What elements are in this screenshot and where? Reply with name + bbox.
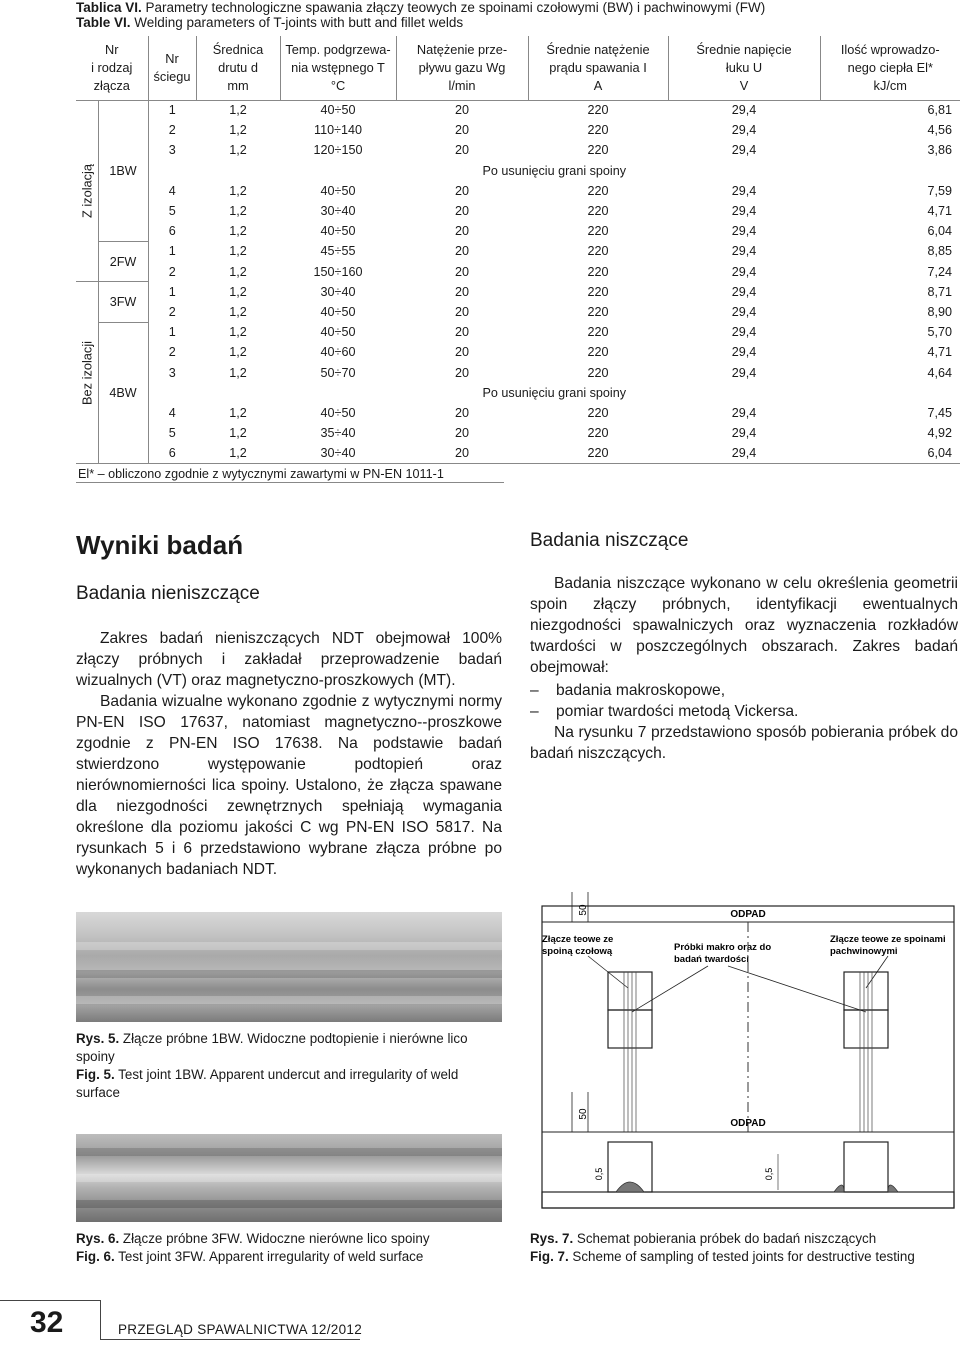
table-row: 5 1,2 35÷40 20 220 29,4 4,92: [168, 426, 953, 441]
joint-1bw: 1BW: [98, 100, 148, 241]
ndt-paragraphs: Zakres badań nieniszczących NDT obejmował 100% złączy próbnych i zakładał przeprowadzenie badań wizualnych (VT) oraz magnetyczno-proszkowych (MT). Badania wizualne wykonano zgodnie z wytycznymi normy PN-EN ISO 17637, natomiast magnetyczno--proszkowe zgodnie z PN-EN ISO 17638. Na podstawie badań stwierdzono występowanie podtopień oraz nierównomierności lica spoiny. Ustalono, że złącza spawane dla niezgodności zewnętrznych spełniają wymagania określone dla poziomu jakości C wg PN-EN ISO 5817. Na rysunkach 5 i 6 przedstawiono wybrane złącza próbne po wykonanych badaniach NDT.: [76, 630, 502, 878]
sampling-scheme-diagram: [528, 892, 960, 1228]
table-row: 3 1,2 50÷70 20 220 29,4 4,64: [168, 365, 953, 380]
header-gas: Natężenie prze- pływu gazu Wg l/min: [396, 36, 528, 100]
label-fillet-joint-2: pachwinowymi: [830, 946, 898, 957]
journal-name: PRZEGLĄD SPAWALNICTWA 12/2012: [118, 1322, 363, 1337]
label-dim-05-left: 0,5: [594, 1167, 604, 1181]
table-footnote-row: El* – obliczono zgodnie z wytycznymi zawartymi w PN-EN 1011-1: [76, 463, 960, 483]
joint-2fw: 2FW: [98, 241, 148, 281]
destructive-subheading: Badania niszczące: [530, 530, 689, 551]
sampling-scheme-svg: [528, 892, 960, 1228]
results-heading: Wyniki badań: [76, 530, 244, 560]
table-row: Z izolacją 1BW 1 1,2 40÷50 20 220 29,4 6,81: [76, 100, 960, 120]
table-row: 3 1,2 120÷150 20 220 29,4 3,86: [168, 143, 953, 158]
label-macro-2: badań twardości: [674, 954, 749, 965]
destructive-paragraph-1: Badania niszczące wykonano w celu określenia geometrii spoin złączy próbnych, identyfikacji ewentualnych niezgodności spawalniczych oraz wyznaczenia rozkładów twardości w poszczególnych obszarach. Zakres badań obejmował:: [530, 575, 958, 676]
header-current: Średnie natężenie prądu spawania I A: [528, 36, 668, 100]
label-odpad-bottom: ODPAD: [730, 1118, 766, 1129]
group-without-insulation: Bez izolacji: [76, 282, 98, 464]
table-row: 4BW 1 1,2 40÷50 20 220 29,4 5,70: [76, 322, 960, 342]
table-row: 2 1,2 110÷140 20 220 29,4 4,56: [168, 123, 953, 138]
label-fillet-joint-1: Złącze teowe ze spoinami: [830, 934, 946, 945]
table-row: 4 1,2 40÷50 20 220 29,4 7,45: [168, 405, 953, 420]
figure-5-caption: Rys. 5. Złącze próbne 1BW. Widoczne podtopienie i nierówne lico spoiny Fig. 5. Test joint 1BW. Apparent undercut and irregularity of weld surface: [76, 1031, 468, 1100]
welding-parameters-table: [76, 36, 960, 483]
table-row: 2 1,2 40÷60 20 220 29,4 4,71: [168, 345, 953, 360]
list-item: – badania makroskopowe,: [530, 680, 798, 701]
page-number: 32: [30, 1306, 64, 1339]
table-row: Bez izolacji 3FW 1 1,2 30÷40 20 220 29,4 8,71: [76, 282, 960, 302]
label-dim-50-top: 50: [578, 904, 589, 916]
table-row: 2 1,2 40÷50 20 220 29,4 8,90: [168, 304, 953, 319]
destructive-paragraph-2: Na rysunku 7 przedstawiono sposób pobierania próbek do badań niszczących.: [530, 724, 958, 762]
table-row-note: Po usunięciu grani spoiny: [482, 385, 627, 400]
label-butt-joint-2: spoiną czołową: [542, 946, 613, 957]
header-heat: Ilość wprowadzo- nego ciepła El* kJ/cm: [820, 36, 960, 100]
table-caption-en: Table VI. Welding parameters of T-joints with butt and fillet welds: [76, 15, 464, 30]
list-item: – pomiar twardości metodą Vickersa.: [530, 701, 798, 722]
header-diameter: Średnica drutu d mm: [196, 36, 280, 100]
header-voltage: Średnie napięcie łuku U V: [668, 36, 820, 100]
header-pass: Nr ściegu: [148, 36, 196, 100]
group-with-insulation: Z izolacją: [76, 100, 98, 282]
table-row: 2 1,2 150÷160 20 220 29,4 7,24: [168, 264, 953, 279]
table-row: 6 1,2 40÷50 20 220 29,4 6,04: [168, 224, 953, 239]
table-caption-pl: Tablica VI. Parametry technologiczne spawania złączy teowych ze spoinami czołowymi (BW) i pachwinowymi (FW): [76, 0, 766, 15]
footnote-underline: [76, 482, 504, 483]
label-odpad-top: ODPAD: [730, 909, 766, 920]
photo-test-joint-1bw: [76, 912, 502, 1022]
destructive-list: [530, 680, 798, 722]
table-row-note: Po usunięciu grani spoiny: [482, 163, 627, 178]
label-dim-05-right: 0,5: [764, 1167, 774, 1181]
label-macro-1: Próbki makro oraz do: [674, 942, 772, 953]
page-footer: [0, 1298, 960, 1356]
table-row: 5 1,2 30÷40 20 220 29,4 4,71: [168, 204, 953, 219]
joint-3fw: 3FW: [98, 282, 148, 322]
joint-4bw: 4BW: [98, 322, 148, 463]
figure-7-caption: Rys. 7. Schemat pobierania próbek do badań niszczących Fig. 7. Scheme of sampling of tested joints for destructive testing: [530, 1231, 915, 1264]
figure-6-caption: Rys. 6. Złącze próbne 3FW. Widoczne nierówne lico spoiny Fig. 6. Test joint 3FW. Apparent irregularity of weld surface: [76, 1231, 430, 1264]
photo-test-joint-3fw: [76, 1134, 502, 1222]
label-butt-joint-1: Złącze teowe ze: [542, 934, 614, 945]
header-joint: Nr i rodzaj złącza: [91, 41, 133, 93]
table-row: 4 1,2 40÷50 20 220 29,4 7,59: [168, 183, 953, 198]
table-row: 2FW 1 1,2 45÷55 20 220 29,4 8,85: [76, 241, 960, 261]
label-dim-50-bottom: 50: [578, 1108, 589, 1120]
table-row: 6 1,2 30÷40 20 220 29,4 6,04: [168, 446, 953, 461]
header-temp: Temp. podgrzewa- nia wstępnego T °C: [280, 36, 396, 100]
ndt-subheading: Badania nieniszczące: [76, 583, 260, 604]
